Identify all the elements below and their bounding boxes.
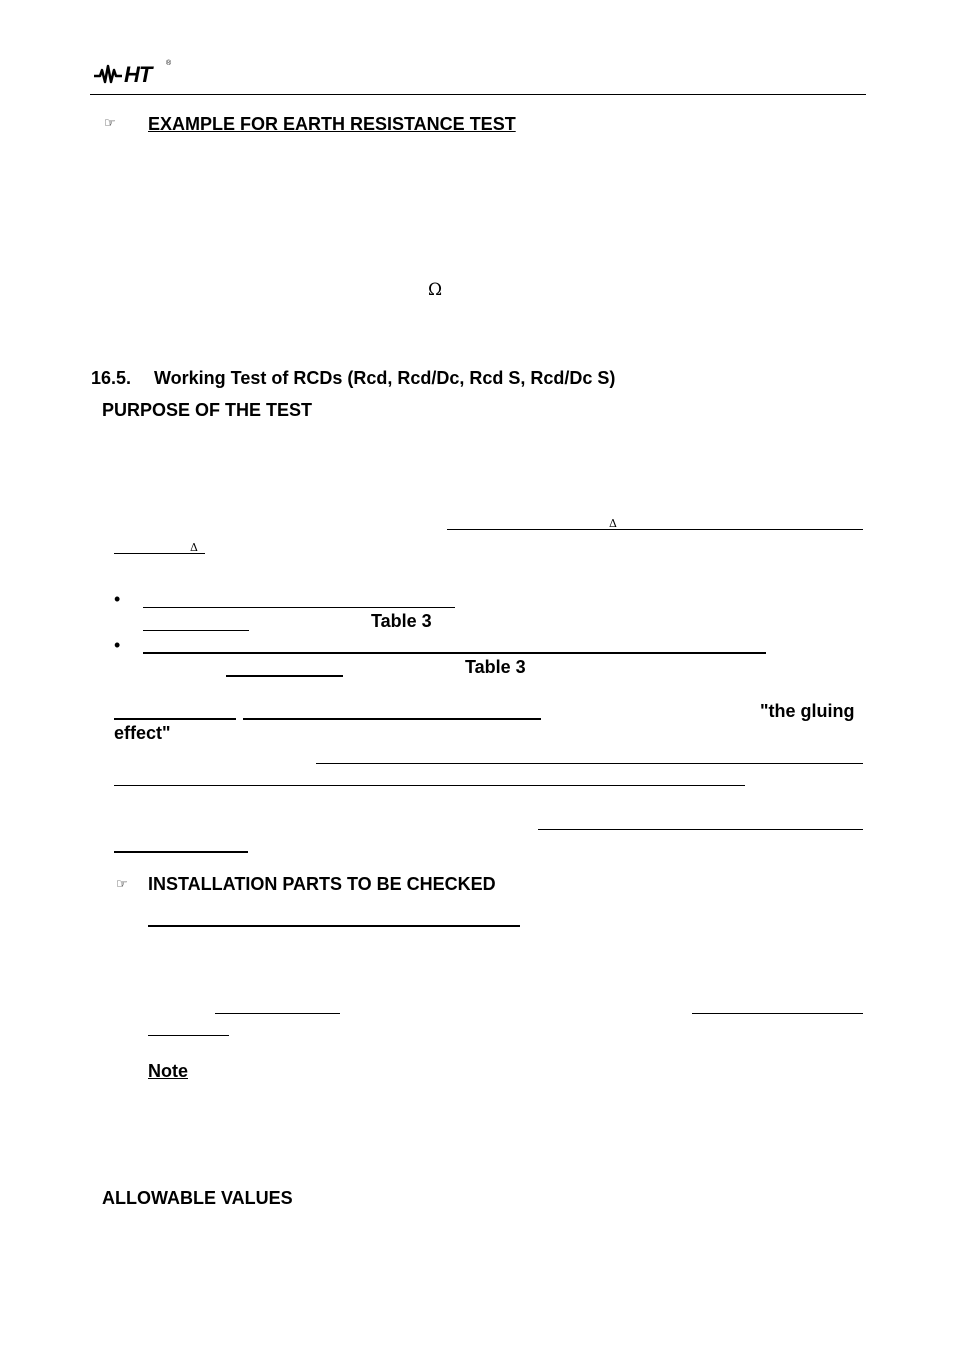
- gluing-effect-text: effect": [114, 723, 171, 743]
- purpose-title: PURPOSE OF THE TEST: [102, 400, 313, 420]
- header-rule: [90, 94, 866, 95]
- underline: [447, 529, 863, 530]
- table-reference: Table 3: [465, 657, 526, 677]
- table-reference: Table 3: [371, 611, 432, 631]
- earth-example-title: EXAMPLE FOR EARTH RESISTANCE TEST: [148, 114, 516, 134]
- section-title: Working Test of RCDs (Rcd, Rcd/Dc, Rcd S, Rcd/Dc S): [154, 368, 616, 388]
- underline: [243, 718, 541, 720]
- bullet-marker: •: [114, 635, 121, 655]
- underline: [226, 675, 343, 677]
- installation-title: INSTALLATION PARTS TO BE CHECKED: [148, 874, 496, 894]
- delta-symbol: Δ: [190, 541, 198, 554]
- underline: [143, 630, 249, 631]
- section-number: 16.5.: [91, 368, 132, 388]
- underline: [143, 607, 455, 608]
- underline: [114, 785, 745, 786]
- omega-symbol: Ω: [428, 280, 443, 300]
- note-label: Note: [148, 1061, 188, 1081]
- gluing-effect-text: "the gluing: [760, 701, 855, 721]
- underline: [316, 763, 863, 764]
- underline: [143, 652, 766, 654]
- bullet-marker: •: [114, 589, 121, 609]
- underline: [148, 925, 520, 927]
- underline: [114, 718, 236, 720]
- ht-logo: [92, 60, 172, 88]
- pointing-hand-icon: ☞: [104, 116, 116, 131]
- registered-mark: ®: [166, 60, 172, 67]
- pointing-hand-icon: ☞: [116, 877, 128, 892]
- logo-text: HT: [124, 62, 152, 87]
- delta-symbol: Δ: [609, 517, 617, 530]
- underline: [538, 829, 863, 830]
- underline: [692, 1013, 863, 1014]
- underline: [114, 851, 248, 853]
- underline: [148, 1035, 229, 1036]
- allowable-values-title: ALLOWABLE VALUES: [102, 1188, 293, 1208]
- underline: [215, 1013, 340, 1014]
